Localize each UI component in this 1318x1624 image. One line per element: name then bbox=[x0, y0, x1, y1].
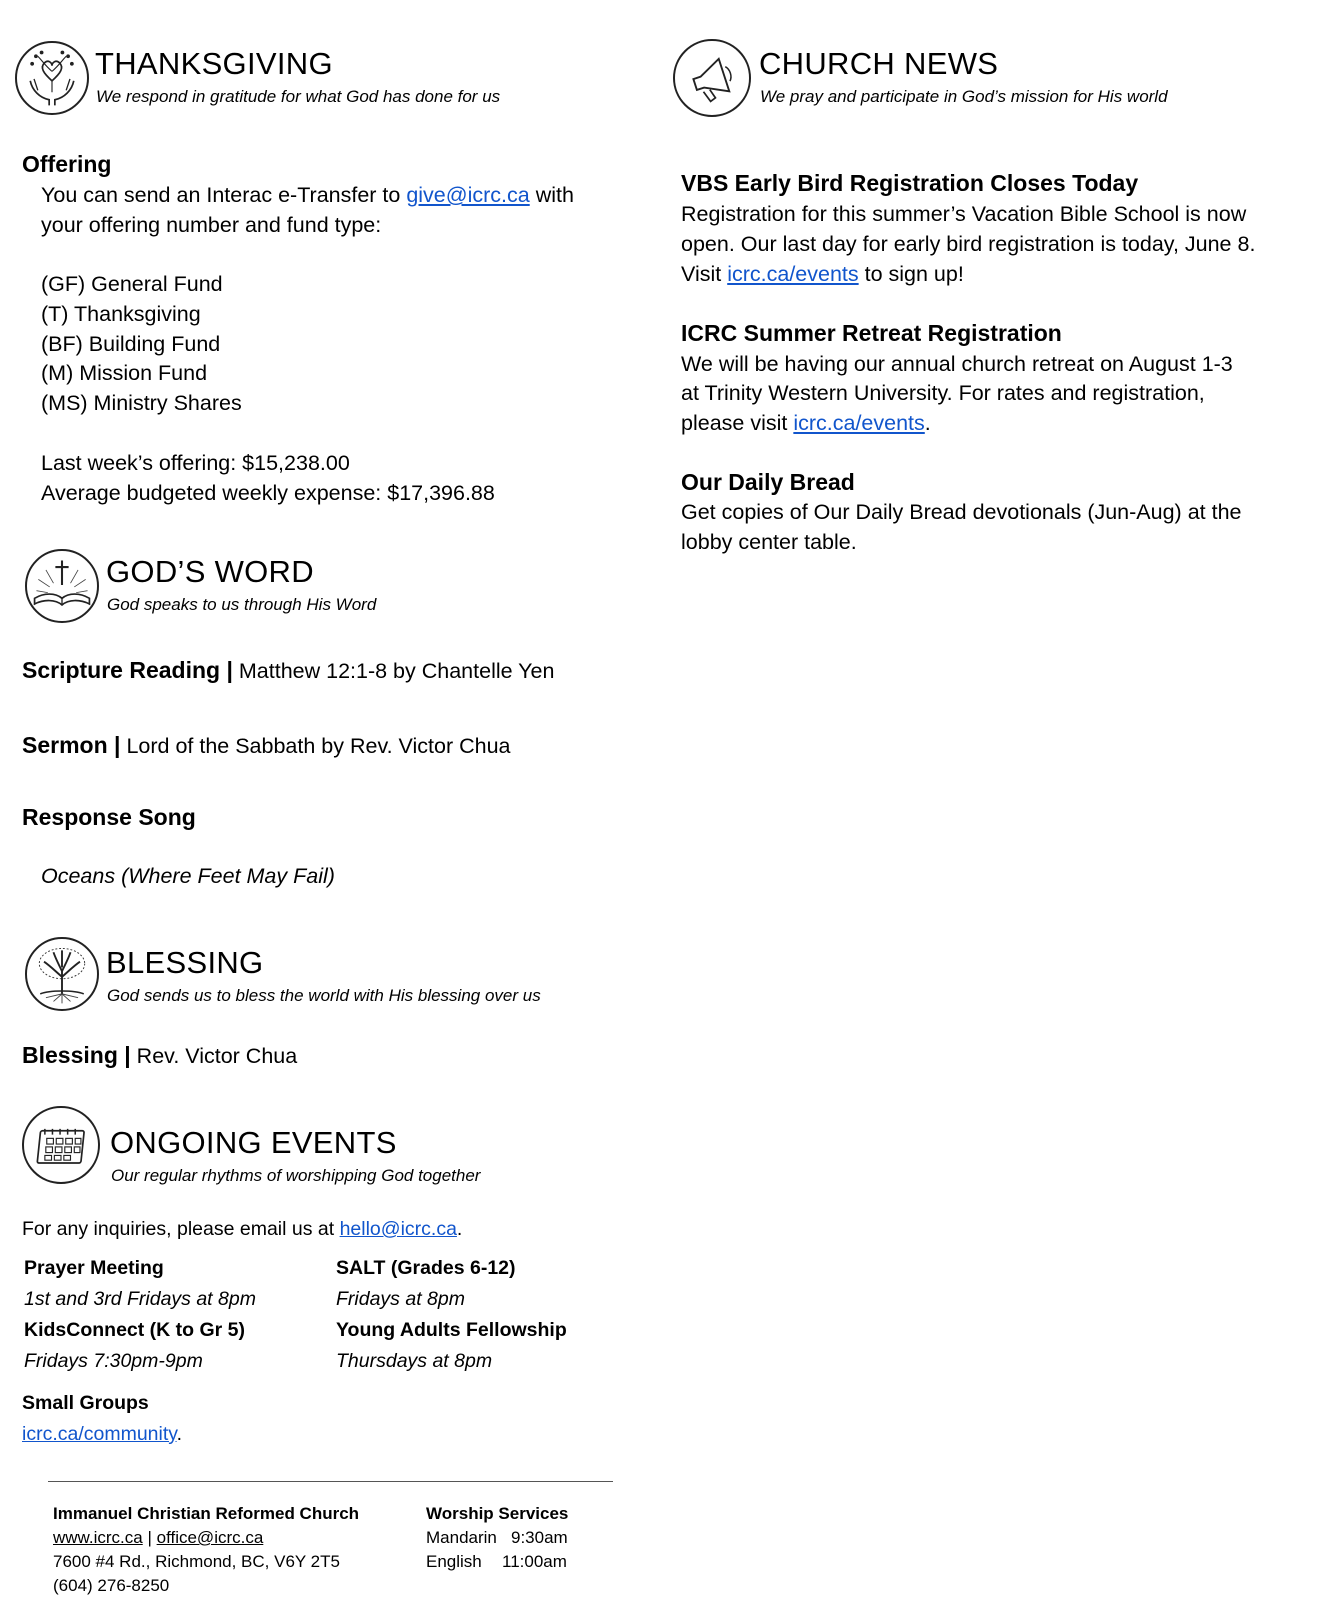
offering-heading: Offering bbox=[22, 151, 112, 177]
section-subtitle: Our regular rhythms of worshipping God together bbox=[111, 1166, 481, 1185]
section-title: THANKSGIVING bbox=[95, 46, 333, 81]
daily-bread-line: lobby center table. bbox=[681, 530, 857, 554]
retreat-line: at Trinity Western University. For rates and registration, bbox=[681, 381, 1205, 405]
blessing-label: Blessing | bbox=[22, 1042, 131, 1068]
tree-roots-icon bbox=[25, 937, 99, 1011]
offering-intro-post: with bbox=[529, 183, 574, 207]
fund-item: (T) Thanksgiving bbox=[41, 302, 201, 326]
service-language: Mandarin bbox=[426, 1528, 497, 1547]
service-time: 9:30am bbox=[511, 1528, 568, 1547]
offering-intro-text: You can send an Interac e-Transfer to bbox=[41, 183, 407, 207]
section-subtitle: We respond in gratitude for what God has done for us bbox=[96, 87, 501, 106]
blessing-value: Rev. Victor Chua bbox=[130, 1044, 298, 1068]
daily-bread-heading: Our Daily Bread bbox=[681, 469, 855, 495]
website-link[interactable]: www.icrc.ca bbox=[53, 1528, 143, 1547]
community-link[interactable]: icrc.ca/community bbox=[22, 1423, 177, 1445]
fund-item: (GF) General Fund bbox=[41, 272, 223, 296]
service-time: 11:00am bbox=[502, 1552, 567, 1571]
inquiry-text: For any inquiries, please email us at bbox=[22, 1218, 340, 1240]
response-song-heading: Response Song bbox=[22, 804, 196, 830]
event-time: Fridays at 8pm bbox=[336, 1288, 465, 1310]
section-title: CHURCH NEWS bbox=[759, 46, 999, 81]
event-time: Thursdays at 8pm bbox=[336, 1350, 493, 1372]
events-link[interactable]: icrc.ca/events bbox=[727, 262, 859, 286]
small-groups-line bbox=[22, 1419, 182, 1449]
offering-intro bbox=[41, 180, 574, 210]
response-song-title: Oceans (Where Feet May Fail) bbox=[41, 864, 335, 888]
events-link[interactable]: icrc.ca/events bbox=[793, 411, 925, 435]
give-email-link[interactable]: give@icrc.ca bbox=[406, 183, 530, 207]
section-title: GOD’S WORD bbox=[106, 554, 314, 589]
offering-intro-line2: your offering number and fund type: bbox=[41, 213, 382, 237]
sermon bbox=[22, 730, 511, 761]
blessing-line bbox=[22, 1040, 297, 1071]
inquiry-line bbox=[22, 1214, 462, 1244]
scripture-reading bbox=[22, 655, 554, 686]
vbs-signup-text: to sign up! bbox=[858, 262, 964, 286]
vbs-line: open. Our last day for early bird registration is today, June 8. bbox=[681, 232, 1256, 256]
vbs-visit-text: Visit bbox=[681, 262, 728, 286]
sermon-label: Sermon | bbox=[22, 732, 121, 758]
footer-divider bbox=[48, 1481, 613, 1482]
average-weekly-expense: Average budgeted weekly expense: $17,396.88 bbox=[41, 481, 495, 505]
footer-contact bbox=[53, 1526, 263, 1550]
small-groups-heading: Small Groups bbox=[22, 1392, 149, 1414]
hello-email-link[interactable]: hello@icrc.ca bbox=[339, 1218, 457, 1240]
event-name: Young Adults Fellowship bbox=[336, 1319, 567, 1341]
fund-item: (MS) Ministry Shares bbox=[41, 391, 242, 415]
small-groups-post: . bbox=[176, 1423, 183, 1445]
last-week-offering: Last week’s offering: $15,238.00 bbox=[41, 451, 350, 475]
event-name: SALT (Grades 6-12) bbox=[336, 1257, 516, 1279]
event-time: Fridays 7:30pm-9pm bbox=[24, 1350, 203, 1372]
section-title: ONGOING EVENTS bbox=[110, 1125, 397, 1160]
worship-services-heading: Worship Services bbox=[426, 1504, 569, 1523]
section-title: BLESSING bbox=[106, 945, 264, 980]
hands-heart-tree-icon bbox=[15, 41, 89, 115]
footer-separator: | bbox=[142, 1528, 157, 1547]
section-subtitle: God speaks to us through His Word bbox=[107, 595, 377, 614]
retreat-line: We will be having our annual church retreat on August 1-3 bbox=[681, 352, 1233, 376]
footer-phone: (604) 276-8250 bbox=[53, 1576, 170, 1595]
retreat-post: . bbox=[924, 411, 931, 435]
daily-bread-line: Get copies of Our Daily Bread devotionals (Jun-Aug) at the bbox=[681, 500, 1242, 524]
vbs-line bbox=[681, 259, 964, 289]
section-subtitle: God sends us to bless the world with His blessing over us bbox=[107, 986, 541, 1005]
footer-address: 7600 #4 Rd., Richmond, BC, V6Y 2T5 bbox=[53, 1552, 340, 1571]
open-bible-cross-icon bbox=[25, 549, 99, 623]
footer-church-name: Immanuel Christian Reformed Church bbox=[53, 1504, 360, 1523]
megaphone-icon bbox=[673, 39, 751, 117]
calendar-icon bbox=[22, 1106, 100, 1184]
scripture-label: Scripture Reading | bbox=[22, 657, 233, 683]
section-subtitle: We pray and participate in God’s mission for His world bbox=[760, 87, 1168, 106]
inquiry-post: . bbox=[456, 1218, 463, 1240]
vbs-heading: VBS Early Bird Registration Closes Today bbox=[681, 170, 1139, 196]
event-time: 1st and 3rd Fridays at 8pm bbox=[24, 1288, 256, 1310]
service-language: English bbox=[426, 1552, 482, 1571]
retreat-visit-text: please visit bbox=[681, 411, 794, 435]
vbs-line: Registration for this summer’s Vacation Bible School is now bbox=[681, 202, 1247, 226]
scripture-value: Matthew 12:1-8 by Chantelle Yen bbox=[232, 659, 555, 683]
retreat-heading: ICRC Summer Retreat Registration bbox=[681, 320, 1062, 346]
event-name: KidsConnect (K to Gr 5) bbox=[24, 1319, 246, 1341]
fund-item: (BF) Building Fund bbox=[41, 332, 221, 356]
retreat-line bbox=[681, 408, 931, 438]
fund-item: (M) Mission Fund bbox=[41, 361, 208, 385]
office-email-link[interactable]: office@icrc.ca bbox=[156, 1528, 264, 1547]
sermon-value: Lord of the Sabbath by Rev. Victor Chua bbox=[120, 734, 511, 758]
event-name: Prayer Meeting bbox=[24, 1257, 164, 1279]
